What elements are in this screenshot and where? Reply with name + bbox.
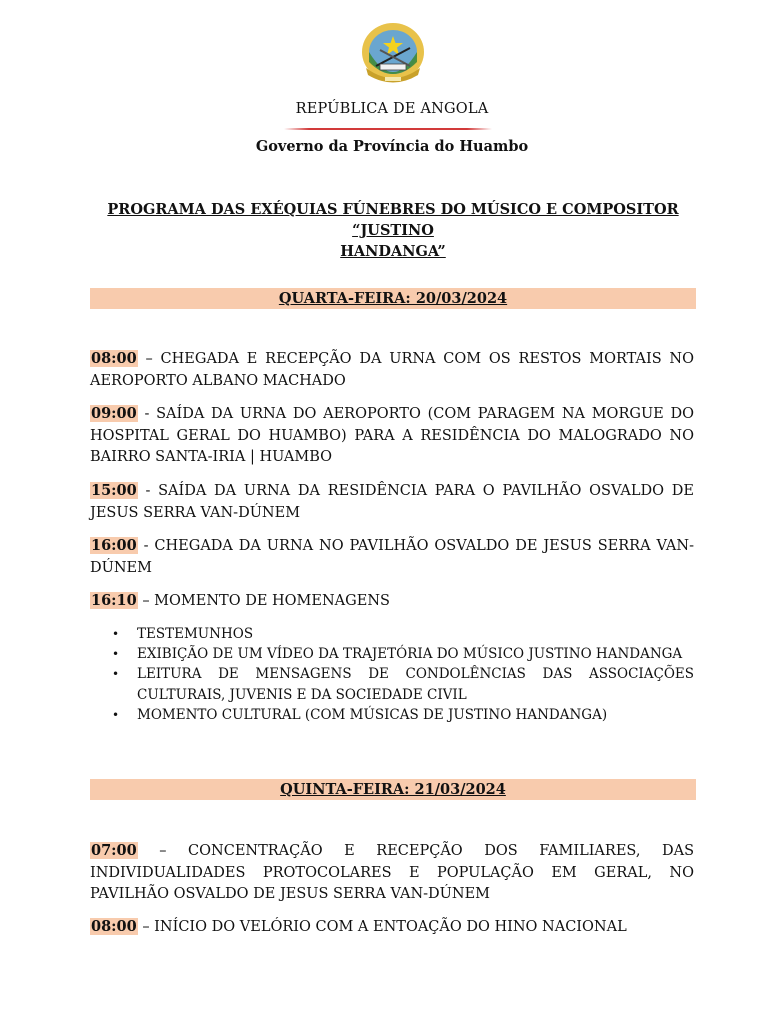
document-title-line-1: PROGRAMA DAS EXÉQUIAS FÚNEBRES DO MÚSICO E COMPOSITOR “JUSTINO: [107, 201, 679, 239]
entry-text: – CHEGADA E RECEPÇÃO DA URNA COM OS RESTOS MORTAIS NO AEROPORTO ALBANO MACHADO: [90, 351, 694, 389]
entry-text: – CONCENTRAÇÃO E RECEPÇÃO DOS FAMILIARES, DAS INDIVIDUALIDADES PROTOCOLARES E POPULAÇÃO EM GERAL, NO PAVILHÃO OSVALDO DE JESUS SERRA VAN-DÚNEM: [90, 843, 694, 902]
bullet-icon: •: [112, 647, 120, 662]
schedule-entry: [90, 403, 694, 469]
list-item: [90, 705, 694, 725]
government-heading: Governo da Província do Huambo: [255, 138, 529, 155]
republic-heading: REPÚBLICA DE ANGOLA: [295, 101, 489, 117]
schedule-entry: [90, 480, 694, 524]
bullet-icon: •: [112, 627, 120, 641]
entry-text: - SAÍDA DA URNA DO AEROPORTO (COM PARAGEM NA MORGUE DO HOSPITAL GERAL DO HUAMBO) PARA A RESIDÊNCIA DO MALOGRADO NO BAIRRO SANTA-IRIA | HUAMBO: [90, 406, 694, 465]
day2-heading: QUINTA-FEIRA: 21/03/2024: [90, 779, 696, 800]
schedule-entry: [90, 840, 694, 906]
list-item-text: LEITURA DE MENSAGENS DE CONDOLÊNCIAS DAS ASSOCIAÇÕES CULTURAIS, JUVENIS E DA SOCIEDADE CIVIL: [137, 666, 694, 703]
entry-time: 15:00: [91, 482, 137, 499]
schedule-entry: [90, 535, 694, 579]
entry-text: - CHEGADA DA URNA NO PAVILHÃO OSVALDO DE JESUS SERRA VAN-DÚNEM: [90, 538, 694, 576]
entry-time: 07:00: [91, 842, 137, 859]
list-item: [90, 664, 694, 704]
entry-text: – MOMENTO DE HOMENAGENS: [137, 593, 390, 609]
entry-text: – INÍCIO DO VELÓRIO COM A ENTOAÇÃO DO HINO NACIONAL: [137, 919, 627, 935]
list-item-text: MOMENTO CULTURAL (COM MÚSICAS DE JUSTINO HANDANGA): [137, 706, 608, 723]
entry-time: 16:00: [91, 537, 137, 554]
document-title: [90, 199, 696, 262]
entry-time: 08:00: [91, 918, 137, 935]
schedule-entry: [90, 590, 694, 613]
header-divider: [284, 128, 492, 130]
document-title-line-2: HANDANGA”: [340, 243, 446, 260]
entry-time: 16:10: [91, 592, 137, 609]
schedule-entry: [90, 916, 694, 939]
entry-time: 09:00: [91, 405, 137, 422]
list-item-text: TESTEMUNHOS: [137, 626, 254, 642]
list-item-text: EXIBIÇÃO DE UM VÍDEO DA TRAJETÓRIA DO MÚSICO JUSTINO HANDANGA: [137, 646, 683, 663]
day1-heading: QUARTA-FEIRA: 20/03/2024: [90, 288, 696, 309]
entry-text: - SAÍDA DA URNA DA RESIDÊNCIA PARA O PAVILHÃO OSVALDO DE JESUS SERRA VAN-DÚNEM: [90, 483, 694, 521]
list-item: [90, 644, 694, 664]
tribute-list: [90, 624, 694, 725]
list-item: [90, 624, 694, 644]
schedule-entry: [90, 348, 694, 392]
bullet-icon: •: [112, 667, 120, 682]
bullet-icon: •: [112, 707, 120, 722]
angola-coat-of-arms-icon: [358, 22, 428, 86]
entry-time: 08:00: [91, 350, 137, 367]
